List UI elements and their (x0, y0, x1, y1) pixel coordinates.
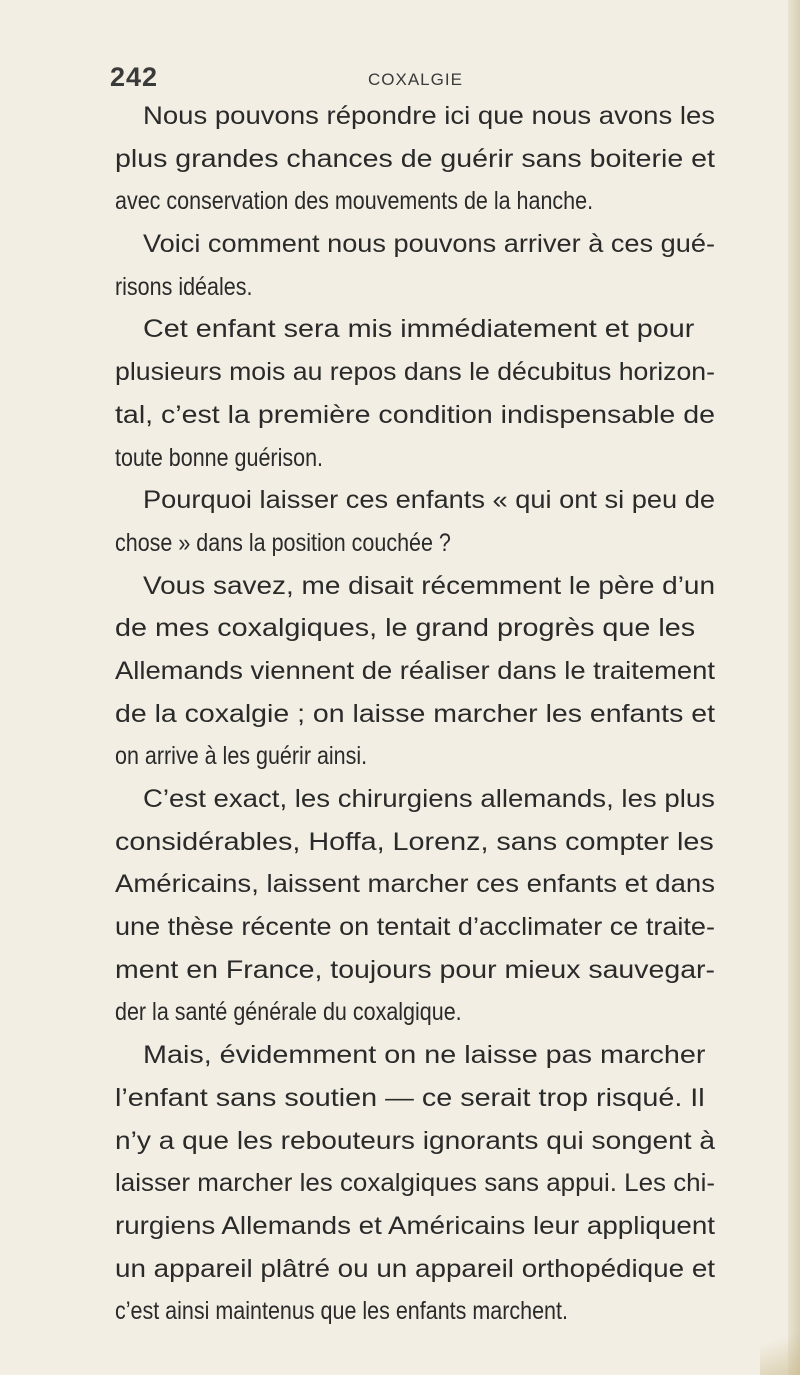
text-line-content: Cet enfant sera mis immédiatement et pour (143, 315, 695, 344)
text-line (115, 1162, 715, 1205)
text-line-content: chose » dans la position couchée ? (115, 528, 451, 557)
text-line-content: on arrive à les guérir ainsi. (115, 742, 368, 771)
text-line-content: n’y a que les rebouteurs ignorants qui songent à (115, 1126, 715, 1155)
text-line-content: de mes coxalgiques, le grand progrès que les (115, 614, 696, 643)
text-line (115, 1077, 715, 1120)
page-edge (788, 0, 800, 1375)
text-line (115, 821, 715, 864)
text-line-content: de la coxalgie ; on laisse marcher les enfants et (115, 699, 716, 728)
text-line-content: rurgiens Allemands et Américains leur appliquent (115, 1211, 715, 1240)
text-line-content: Allemands viennent de réaliser dans le traitement (115, 656, 715, 685)
text-line-content: Nous pouvons répondre ici que nous avons les (143, 102, 716, 130)
text-line (115, 394, 715, 437)
text-line-content: avec conservation des mouvements de la hanche. (115, 187, 594, 216)
text-line-content: Vous savez, me disait récemment le père d’un (143, 571, 716, 600)
text-line-content: tal, c’est la première condition indispensable de (115, 400, 716, 429)
text-line-content: Américains, laissent marcher ces enfants et dans (115, 870, 715, 899)
text-line (115, 351, 715, 394)
text-line (115, 266, 715, 309)
text-line (115, 778, 715, 821)
page-number: 242 (110, 62, 159, 92)
text-line-content: l’enfant sans soutien — ce serait trop risqué. Il (115, 1083, 705, 1112)
text-line (115, 522, 715, 565)
text-line (115, 1034, 715, 1077)
text-line (115, 991, 715, 1034)
text-line-content: C’est exact, les chirurgiens allemands, les plus (143, 785, 715, 813)
text-line (115, 308, 715, 351)
page-corner-stain (760, 1315, 800, 1375)
text-line (115, 138, 715, 181)
text-line-content: un appareil plâtré ou un appareil orthopédique et (115, 1254, 716, 1283)
text-line (115, 693, 715, 736)
text-line-content: plus grandes chances de guérir sans boiterie et (115, 144, 715, 173)
text-line-content: Pourquoi laisser ces enfants « qui ont si peu de (143, 486, 715, 515)
text-line (115, 479, 715, 522)
text-line-content: une thèse récente on tentait d’acclimater ce traite- (115, 913, 715, 942)
text-line (115, 565, 715, 608)
text-line-content: laisser marcher les coxalgiques sans appui. Les chi- (115, 1169, 716, 1198)
running-head: COXALGIE (368, 70, 463, 89)
text-line-content: risons idéales. (115, 272, 253, 301)
body-text (115, 95, 715, 1333)
text-line-content: considérables, Hoffa, Lorenz, sans compter les (115, 827, 714, 856)
text-line (115, 180, 715, 223)
text-line (115, 223, 715, 266)
text-line (115, 95, 715, 138)
text-line (115, 1205, 715, 1248)
text-line-content: toute bonne guérison. (115, 443, 323, 472)
text-line (115, 906, 715, 949)
text-line-content: Voici comment nous pouvons arriver à ces gué- (143, 230, 716, 259)
text-line-content: der la santé générale du coxalgique. (115, 998, 462, 1027)
text-line-content: ment en France, toujours pour mieux sauvegar- (115, 955, 716, 984)
text-line (115, 1120, 715, 1163)
text-line (115, 949, 715, 992)
text-line (115, 607, 715, 650)
text-line (115, 863, 715, 906)
text-line-content: Mais, évidemment on ne laisse pas marcher (143, 1041, 706, 1070)
text-line (115, 1290, 715, 1333)
text-line (115, 1248, 715, 1291)
text-line (115, 735, 715, 778)
text-line-content: plusieurs mois au repos dans le décubitus horizon- (115, 358, 716, 387)
text-line (115, 437, 715, 480)
text-line-content: c’est ainsi maintenus que les enfants marchent. (115, 1297, 568, 1326)
text-line (115, 650, 715, 693)
